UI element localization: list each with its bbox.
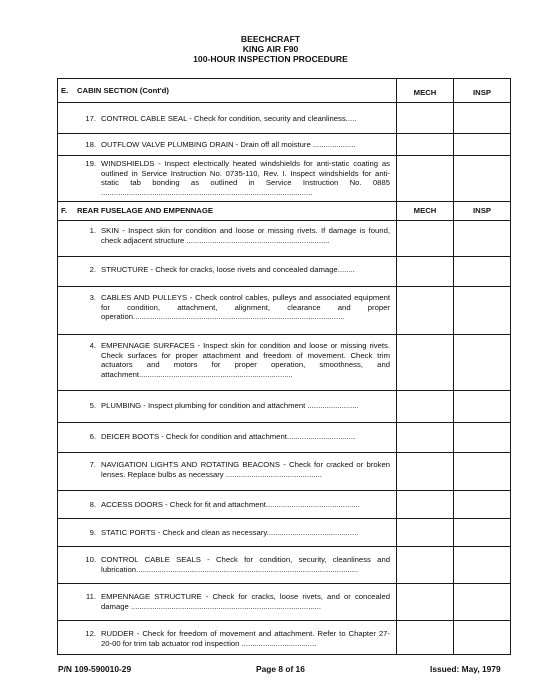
section-header-row: [58, 202, 511, 221]
insp-signoff-box[interactable]: [454, 156, 511, 202]
section-title-cell: [58, 79, 397, 103]
item-text: OUTFLOW VALVE PLUMBING DRAIN - Drain off all moisture ....................: [101, 140, 356, 149]
insp-signoff-box[interactable]: [454, 103, 511, 134]
mech-signoff-box[interactable]: [397, 491, 454, 519]
document-header: [0, 34, 541, 64]
section-title: REAR FUSELAGE AND EMPENNAGE: [77, 206, 213, 216]
insp-column-header: INSP: [454, 79, 511, 103]
mech-column-header: MECH: [397, 79, 454, 103]
mech-signoff-box[interactable]: [397, 547, 454, 584]
checklist-item-row: [58, 547, 511, 584]
insp-signoff-box[interactable]: [454, 335, 511, 391]
item-text: EMPENNAGE SURFACES - Inspect skin for condition and loose or missing rivets. Check surfaces for proper attachment and freedom of movement. Check trim actuators and motors for proper operation, smoothness, and attachment........................................................................: [101, 341, 390, 379]
section-letter: F.: [61, 206, 67, 216]
mech-signoff-box[interactable]: [397, 584, 454, 621]
mech-signoff-box[interactable]: [397, 103, 454, 134]
item-number: 2.: [89, 265, 96, 274]
mech-signoff-box[interactable]: [397, 335, 454, 391]
item-number: 12.: [85, 629, 96, 638]
mech-signoff-box[interactable]: [397, 156, 454, 202]
checklist-item-row: [58, 391, 511, 423]
checklist-item-row: [58, 423, 511, 453]
item-text: WINDSHIELDS - Inspect electrically heated windshields for anti-static coating as outlined in Service Instruction No. 0735-110, Rev. I. Inspect windshields for anti-static tab bonding as outlined in Service Instruction No. 0885 ...................................................................................................: [101, 159, 390, 197]
part-number: P/N 109-590010-29: [58, 664, 132, 674]
item-text: PLUMBING - Inspect plumbing for condition and attachment ........................: [101, 401, 359, 410]
checklist-item-row: [58, 453, 511, 491]
item-number: 19.: [85, 159, 96, 168]
checklist-item-row: [58, 103, 511, 134]
checklist-item-row: [58, 221, 511, 257]
item-text: STRUCTURE - Check for cracks, loose rivets and concealed damage........: [101, 265, 355, 274]
page-number: Page 8 of 16: [256, 664, 305, 674]
insp-signoff-box[interactable]: [454, 287, 511, 335]
item-text: CABLES AND PULLEYS - Check control cables, pulleys and associated equipment for condition, attachment, alignment, clearance and proper operation...................................................................................................: [101, 293, 390, 322]
item-text: STATIC PORTS - Check and clean as necessary...........................................: [101, 528, 359, 537]
header-manufacturer: BEECHCRAFT: [240, 34, 301, 44]
insp-signoff-box[interactable]: [454, 257, 511, 287]
mech-signoff-box[interactable]: [397, 391, 454, 423]
checklist-item-row: [58, 491, 511, 519]
item-text: CONTROL CABLE SEAL - Check for condition, security and cleanliness.....: [101, 114, 357, 123]
insp-signoff-box[interactable]: [454, 134, 511, 156]
mech-signoff-box[interactable]: [397, 134, 454, 156]
insp-signoff-box[interactable]: [454, 519, 511, 547]
checklist-item-row: [58, 156, 511, 202]
section-header-row: [58, 79, 511, 103]
mech-signoff-box[interactable]: [397, 221, 454, 257]
insp-signoff-box[interactable]: [454, 547, 511, 584]
insp-column-header: INSP: [454, 202, 511, 221]
item-number: 11.: [85, 592, 96, 601]
mech-column-header: MECH: [397, 202, 454, 221]
insp-signoff-box[interactable]: [454, 391, 511, 423]
section-title-cell: [58, 202, 397, 221]
insp-signoff-box[interactable]: [454, 621, 511, 655]
checklist-item-row: [58, 257, 511, 287]
item-number: 18.: [85, 140, 96, 149]
item-text: ACCESS DOORS - Check for fit and attachment............................................: [101, 500, 360, 509]
section-letter: E.: [61, 85, 69, 95]
mech-signoff-box[interactable]: [397, 519, 454, 547]
insp-signoff-box[interactable]: [454, 453, 511, 491]
item-number: 7.: [89, 460, 96, 469]
inspection-checklist-table: [57, 78, 511, 655]
item-number: 5.: [89, 401, 96, 410]
item-text: SKIN - Inspect skin for condition and loose or missing rivets. If damage is found, check adjacent structure ...................................................................: [101, 226, 390, 245]
section-title: CABIN SECTION (Cont'd): [77, 85, 169, 95]
item-number: 9.: [89, 528, 96, 537]
mech-signoff-box[interactable]: [397, 287, 454, 335]
checklist-item-row: [58, 134, 511, 156]
mech-signoff-box[interactable]: [397, 621, 454, 655]
item-text: EMPENNAGE STRUCTURE - Check for cracks, loose rivets, and or concealed damage .........................................................................................: [101, 592, 390, 611]
item-text: NAVIGATION LIGHTS AND ROTATING BEACONS - Check for cracked or broken lenses. Replace bulbs as necessary .............................................: [101, 460, 390, 479]
issue-date: Issued: May, 1979: [430, 664, 501, 674]
checklist-item-row: [58, 335, 511, 391]
mech-signoff-box[interactable]: [397, 257, 454, 287]
item-number: 4.: [89, 341, 96, 350]
insp-signoff-box[interactable]: [454, 491, 511, 519]
header-model: KING AIR F90: [242, 44, 299, 54]
item-number: 10.: [85, 555, 96, 564]
item-number: 6.: [89, 432, 96, 441]
checklist-item-row: [58, 621, 511, 655]
item-number: 17.: [85, 114, 96, 123]
item-number: 1.: [89, 226, 96, 235]
insp-signoff-box[interactable]: [454, 584, 511, 621]
mech-signoff-box[interactable]: [397, 423, 454, 453]
checklist-item-row: [58, 519, 511, 547]
insp-signoff-box[interactable]: [454, 221, 511, 257]
item-number: 8.: [89, 500, 96, 509]
item-number: 3.: [89, 293, 96, 302]
item-text: RUDDER - Check for freedom of movement and attachment. Refer to Chapter 27-20-00 for trim tab actuator rod inspection ...................................: [101, 629, 390, 648]
item-text: CONTROL CABLE SEALS - Check for condition, security, cleanliness and lubrication........................................................................................................: [101, 555, 390, 574]
mech-signoff-box[interactable]: [397, 453, 454, 491]
header-procedure-title: 100-HOUR INSPECTION PROCEDURE: [193, 54, 348, 64]
insp-signoff-box[interactable]: [454, 423, 511, 453]
checklist-item-row: [58, 287, 511, 335]
checklist-item-row: [58, 584, 511, 621]
item-text: DEICER BOOTS - Check for condition and attachment................................: [101, 432, 356, 441]
